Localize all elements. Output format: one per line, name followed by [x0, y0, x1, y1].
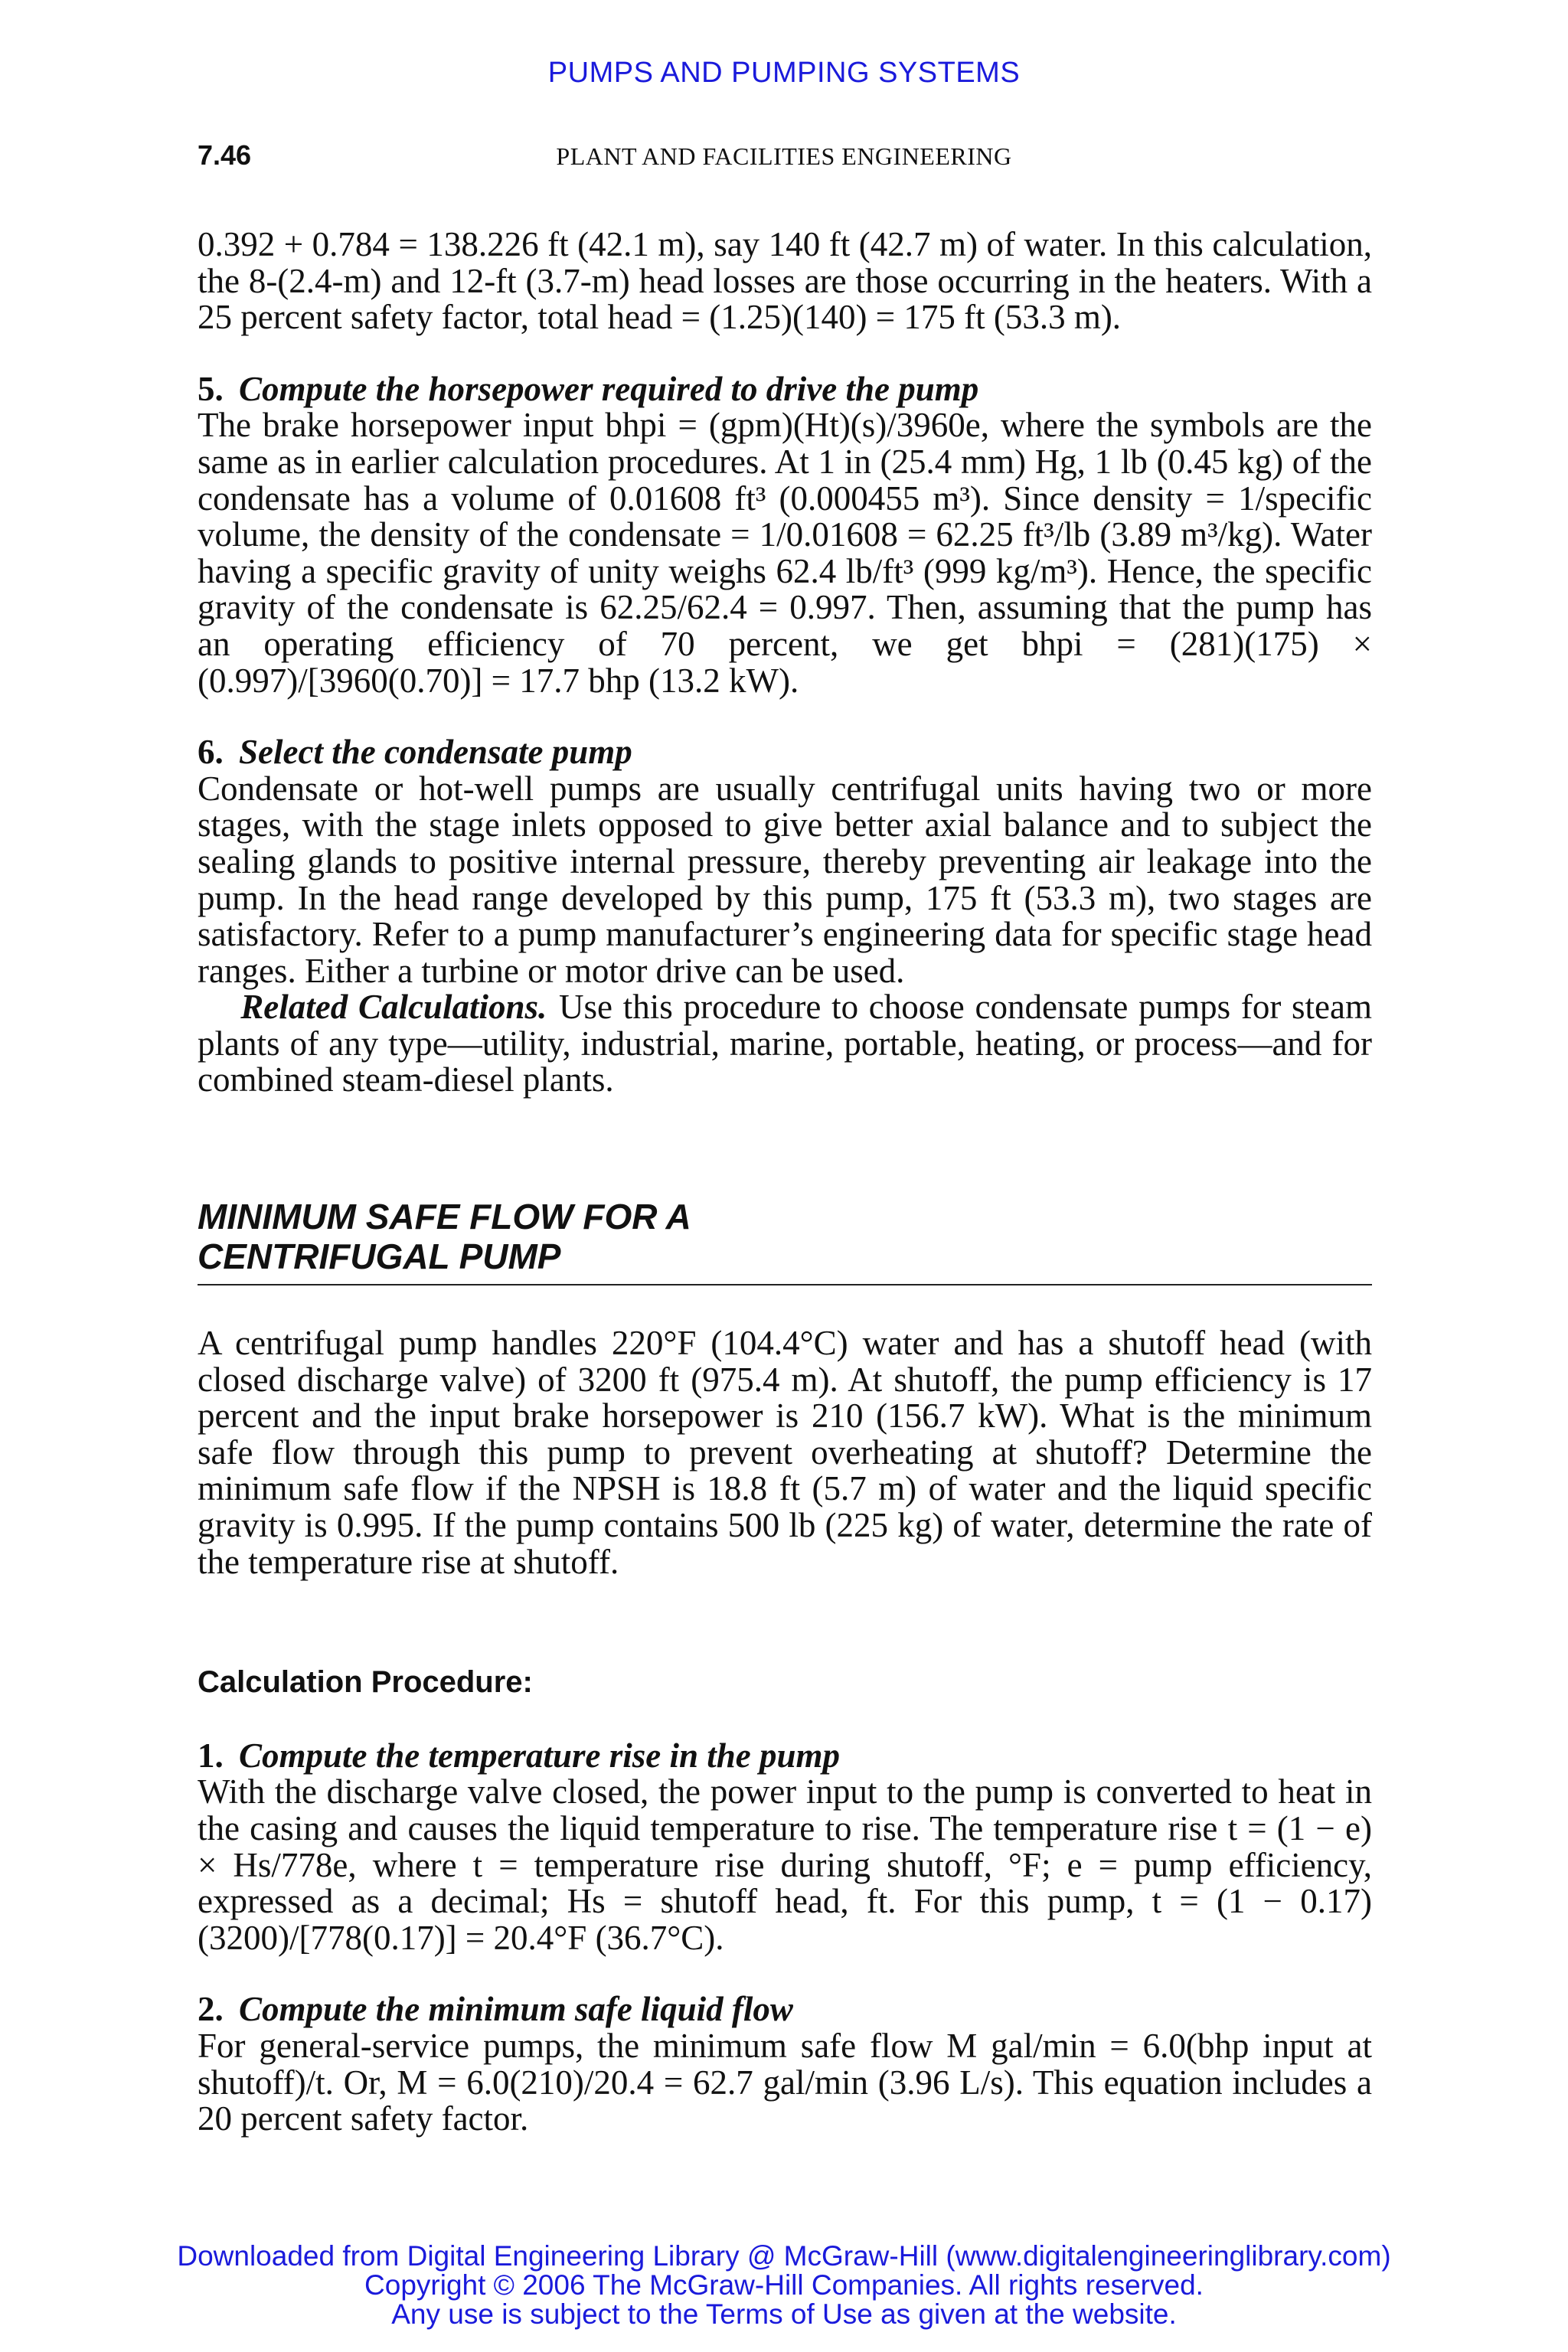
- calc-step-1-heading: [198, 1738, 1372, 1775]
- book-title: PLANT AND FACILITIES ENGINEERING: [556, 142, 1012, 170]
- page-number: 7.46: [198, 139, 252, 171]
- step-5-heading: [198, 371, 1372, 408]
- calc-step-1-text: With the discharge valve closed, the power input to the pump is converted to heat in the casing and causes the liquid temperature to rise. The temperature rise t = (1 − e) × Hs/778e, where t = temperature rise during shutoff, °F; e = pump efficiency, expressed as a decimal; Hs = shutoff head, ft. For this pump, t = (1 − 0.17)(3200)/[778(0.17)] = 20.4°F (36.7°C).: [198, 1772, 1372, 1957]
- copyright-footer: [0, 2242, 1568, 2329]
- step-5-text: The brake horsepower input bhpi = (gpm)(Ht)(s)/3960e, where the symbols are the same as in earlier calculation procedures. At 1 in (25.4 mm) Hg, 1 lb (0.45 kg) of the condensate has a volume of 0.01608 ft³ (0.000455 m³). Since density = 1/specific volume, the density of the condensate = 1/0.01608 = 62.25 ft³/lb (3.89 m³/kg). Water having a specific gravity of unity weighs 62.4 lb/ft³ (999 kg/m³). Hence, the specific gravity of the condensate is 62.25/62.4 = 0.997. Then, assuming that the pump has an operating efficiency of 70 percent, we get bhpi = (281)(175) × (0.997)/[3960(0.70)] = 17.7 bhp (13.2 kW).: [198, 406, 1372, 700]
- step-5-number: 5.: [198, 369, 224, 408]
- section-title-line-1: MINIMUM SAFE FLOW FOR A: [198, 1197, 691, 1237]
- calculation-procedure-heading: Calculation Procedure:: [198, 1665, 533, 1700]
- footer-terms-line: Any use is subject to the Terms of Use as given at the website.: [391, 2298, 1177, 2330]
- calc-step-2-number: 2.: [198, 1990, 224, 2029]
- footer-copyright-line: Copyright © 2006 The McGraw-Hill Companies. All rights reserved.: [364, 2269, 1204, 2301]
- step-6-heading: [198, 734, 1372, 771]
- calc-step-2-heading: [198, 1991, 1372, 2028]
- calc-step-1-title: Compute the temperature rise in the pump: [239, 1736, 841, 1775]
- step-6-title: Select the condensate pump: [239, 733, 632, 772]
- related-calculations: [198, 989, 1372, 1099]
- calc-step-2-title: Compute the minimum safe liquid flow: [239, 1990, 793, 2029]
- page-body: [198, 227, 1372, 2138]
- related-calculations-label: Related Calculations.: [240, 988, 547, 1027]
- calc-step-1-number: 1.: [198, 1736, 224, 1775]
- section-title-line-2: CENTRIFUGAL PUMP: [198, 1236, 561, 1277]
- related-calculations-text: Use this procedure to choose condensate pumps for steam plants of any type—utility, industrial, marine, portable, heating, or process—and for combined steam-diesel plants.: [198, 988, 1373, 1099]
- step-6-number: 6.: [198, 733, 224, 772]
- calc-step-2-text: For general-service pumps, the minimum safe flow M gal/min = 6.0(bhp input at shutoff)/t. Or, M = 6.0(210)/20.4 = 62.7 gal/min (3.96 L/s). This equation includes a 20 percent safety factor.: [198, 2026, 1372, 2138]
- step-6-text: Condensate or hot-well pumps are usually centrifugal units having two or more stages, with the stage inlets opposed to give better axial balance and to subject the sealing glands to positive internal pressure, thereby preventing air leakage into the pump. In the head range developed by this pump, 175 ft (53.3 m), two stages are satisfactory. Refer to a pump manufacturer’s engineering data for specific stage head ranges. Either a turbine or motor drive can be used.: [198, 769, 1372, 990]
- step-5-title: Compute the horsepower required to drive the pump: [239, 369, 979, 408]
- running-head: PUMPS AND PUMPING SYSTEMS: [547, 57, 1021, 89]
- problem-statement: A centrifugal pump handles 220°F (104.4°C) water and has a shutoff head (with closed discharge valve) of 3200 ft (975.4 m). At shutoff, the pump efficiency is 17 percent and the input brake horsepower is 210 (156.7 kW). What is the minimum safe flow through this pump to prevent overheating at shutoff? Determine the minimum safe flow if the NPSH is 18.8 ft (5.7 m) of water and the liquid specific gravity is 0.995. If the pump contains 500 lb (225 kg) of water, determine the rate of the temperature rise at shutoff.: [198, 1324, 1372, 1581]
- footer-download-line: Downloaded from Digital Engineering Library @ McGraw-Hill (www.digitalengineeringlibrary.com): [177, 2240, 1391, 2272]
- section-title: [198, 1197, 1372, 1285]
- intro-paragraph: 0.392 + 0.784 = 138.226 ft (42.1 m), say 140 ft (42.7 m) of water. In this calculation, the 8-(2.4-m) and 12-ft (3.7-m) head losses are those occurring in the heaters. With a 25 percent safety factor, total head = (1.25)(140) = 175 ft (53.3 m).: [198, 225, 1372, 337]
